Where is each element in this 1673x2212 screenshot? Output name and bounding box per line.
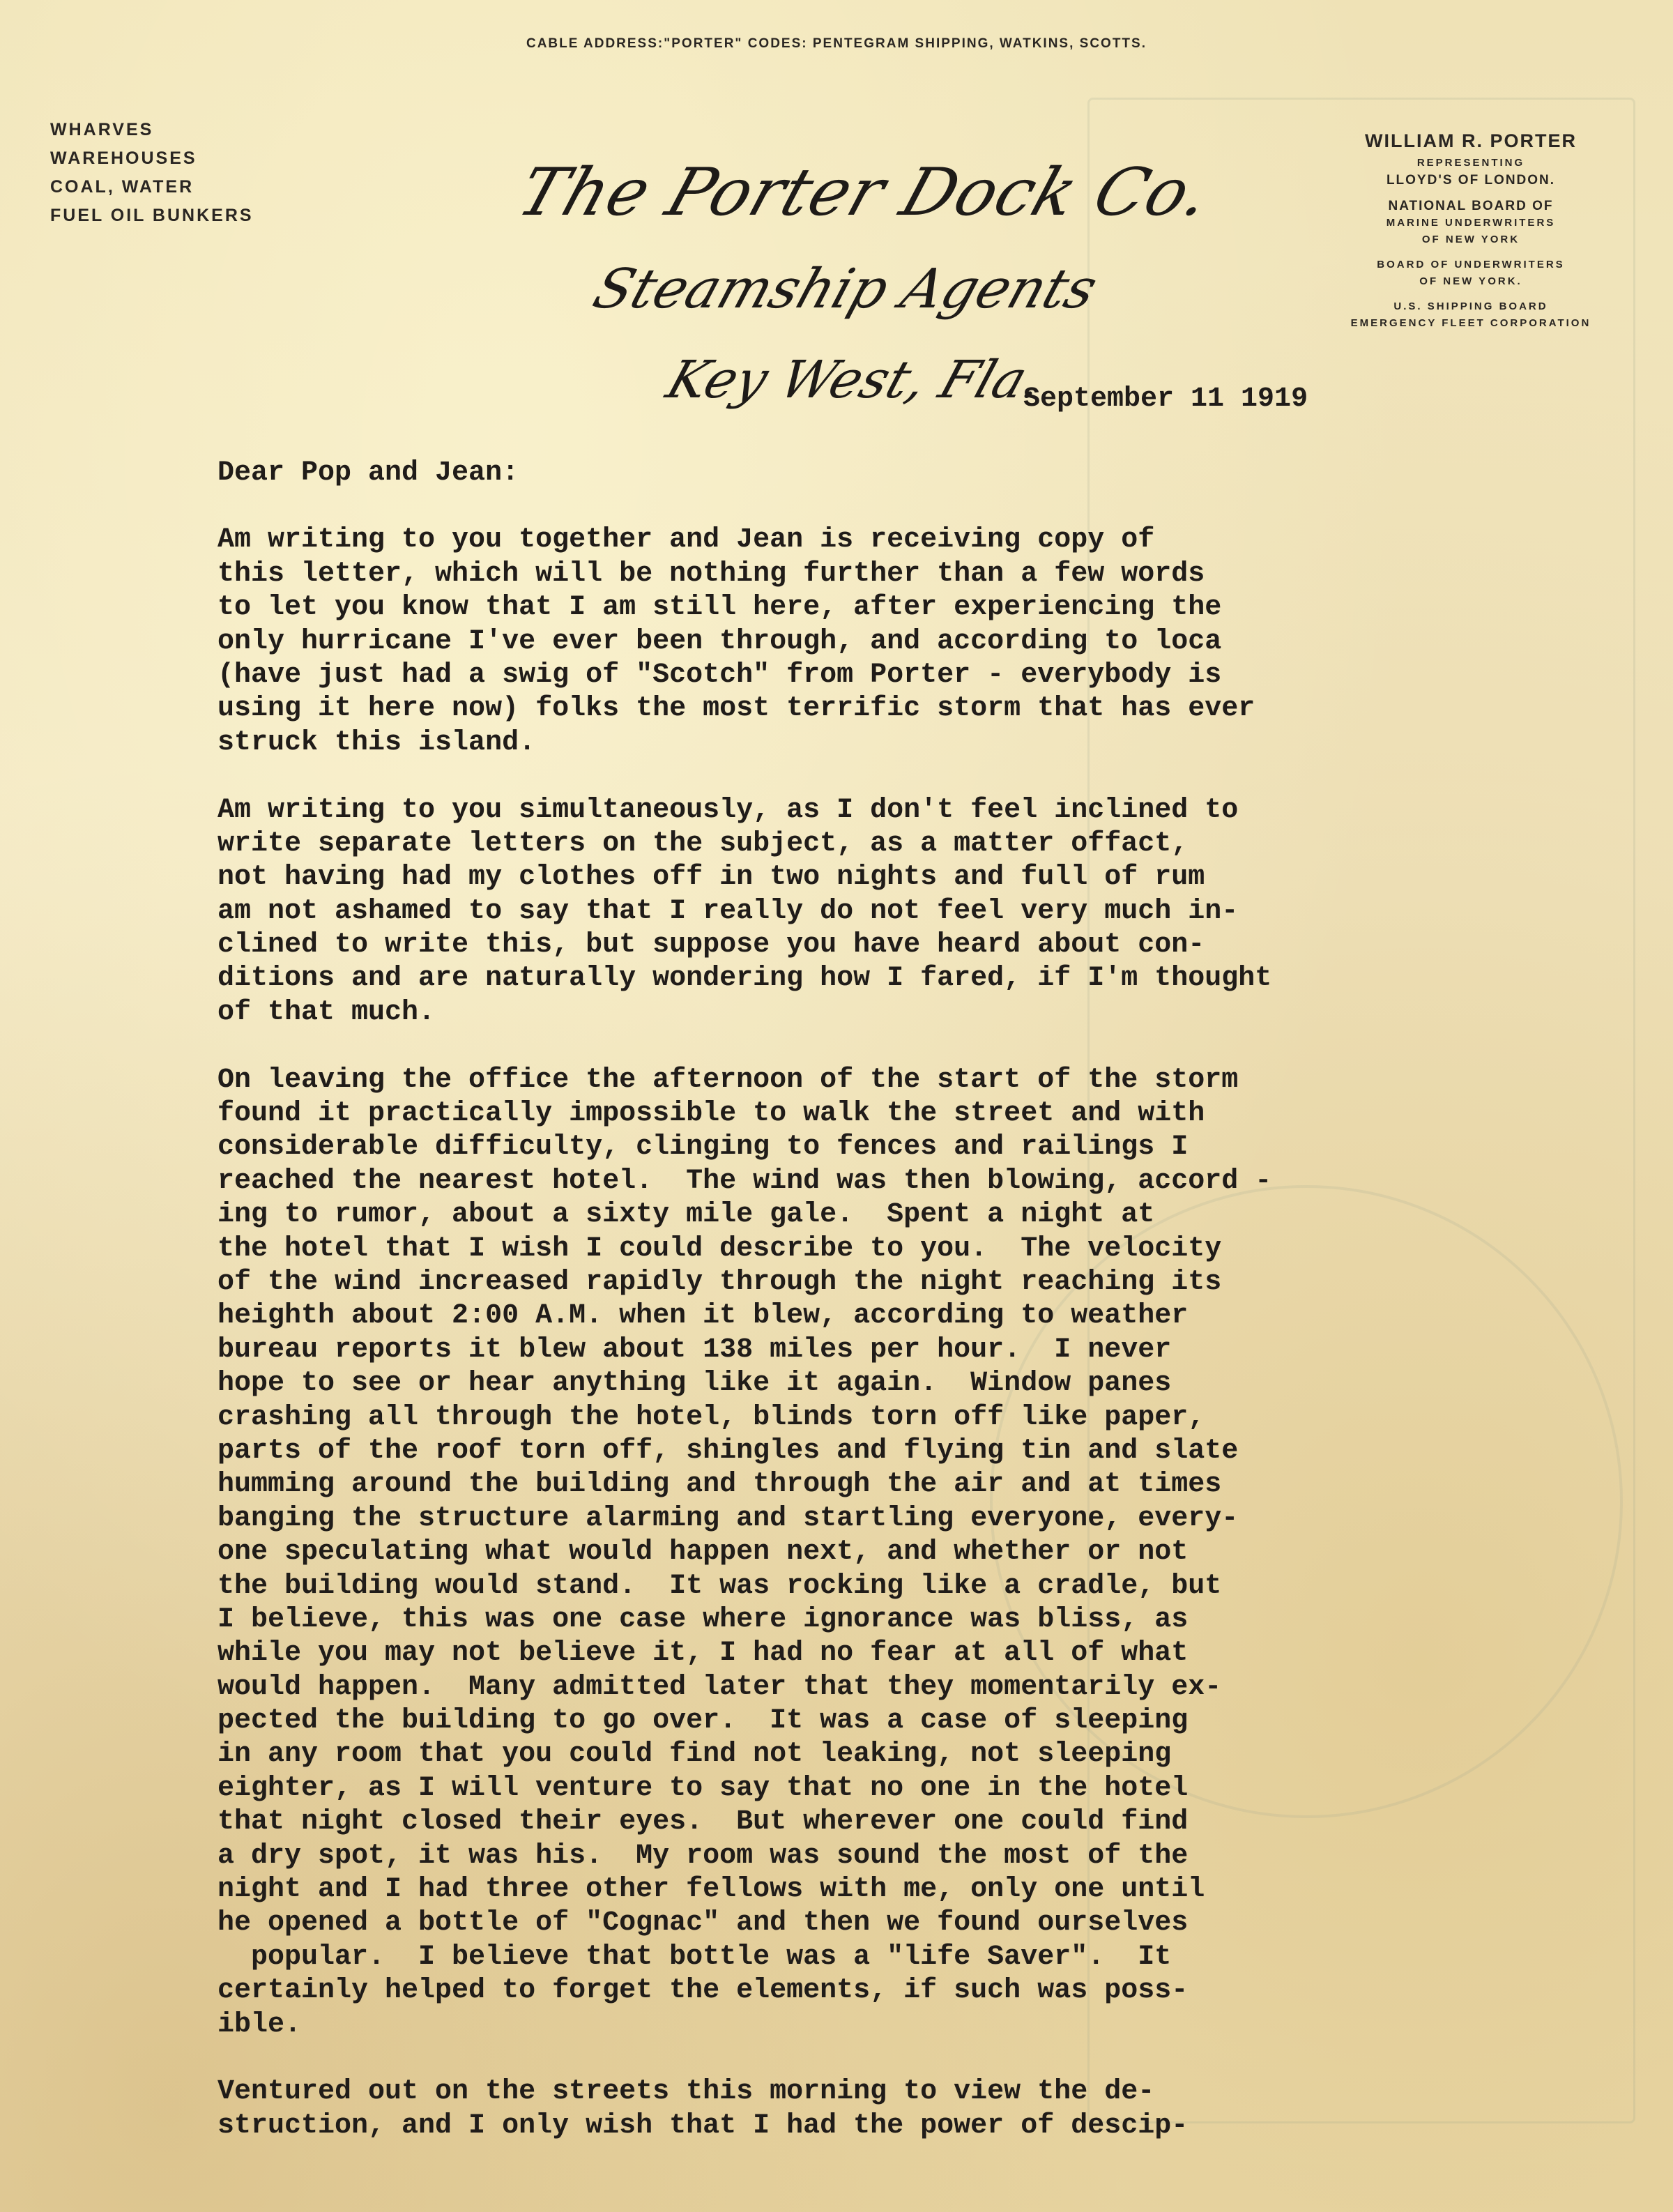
text-line: night and I had three other fellows with me, only one until	[217, 1874, 1205, 1906]
paragraph	[217, 794, 1500, 1030]
company-city: Key West, Fla.	[659, 350, 1051, 410]
text-line: write separate letters on the subject, as a matter offact,	[217, 827, 1189, 860]
text-line: of the wind increased rapidly through the night reaching its	[217, 1266, 1222, 1298]
paragraph-gap	[217, 760, 1500, 793]
representative-name: WILLIAM R. PORTER	[1365, 130, 1577, 151]
text-line: popular. I believe that bottle was a "life Saver". It	[217, 1941, 1172, 1973]
representing-label: REPRESENTING	[1416, 157, 1525, 169]
service-item: WHARVES	[50, 120, 154, 139]
lloyds-line: LLOYD'S OF LONDON.	[1386, 173, 1556, 188]
text-line: struction, and I only wish that I had the power of descip-	[217, 2110, 1189, 2142]
text-line: crashing all through the hotel, blinds torn off like paper,	[217, 1401, 1205, 1433]
text-line: ditions and are naturally wondering how I fared, if I'm thought	[217, 963, 1272, 995]
text-line: in any room that you could find not leaking, not sleeping	[217, 1739, 1172, 1771]
letter-body	[217, 457, 1500, 2143]
nbmu-line: NATIONAL BOARD OF	[1388, 199, 1554, 213]
usb-line: EMERGENCY FLEET CORPORATION	[1350, 317, 1591, 329]
text-line: he opened a bottle of "Cognac" and then we found ourselves	[217, 1907, 1189, 1939]
text-line: (have just had a swig of "Scotch" from Porter - everybody is	[217, 659, 1222, 691]
cable-address: CABLE ADDRESS:"PORTER" CODES: PENTEGRAM SHIPPING, WATKINS, SCOTTS.	[526, 36, 1147, 51]
text-line: I believe, this was one case where ignorance was bliss, as	[217, 1603, 1189, 1635]
usb-line: U.S. SHIPPING BOARD	[1393, 300, 1548, 312]
paragraph-gap	[217, 1030, 1500, 1063]
text-line: clined to write this, but suppose you have heard about con-	[217, 929, 1205, 961]
text-line: while you may not believe it, I had no fear at all of what	[217, 1638, 1189, 1670]
text-line: pected the building to go over. It was a case of sleeping	[217, 1705, 1189, 1737]
text-line: Ventured out on the streets this morning to view the de-	[217, 2076, 1155, 2108]
text-line: reached the nearest hotel. The wind was then blowing, accord -	[217, 1165, 1272, 1197]
paragraph	[217, 524, 1500, 760]
text-line: parts of the roof torn off, shingles and flying tin and slate	[217, 1435, 1239, 1467]
text-line: am not ashamed to say that I really do not feel very much in-	[217, 895, 1239, 927]
services-list	[50, 116, 254, 230]
company-subtitle: Steamship Agents	[586, 258, 1105, 321]
text-line: to let you know that I am still here, after experiencing the	[217, 592, 1222, 624]
service-item: WAREHOUSES	[50, 148, 197, 168]
text-line: of that much.	[217, 996, 436, 1028]
text-line: that night closed their eyes. But wherever one could find	[217, 1806, 1189, 1838]
text-line: using it here now) folks the most terrific storm that has ever	[217, 693, 1255, 725]
text-line: considerable difficulty, clinging to fences and railings I	[217, 1131, 1189, 1164]
text-line: the hotel that I wish I could describe to you. The velocity	[217, 1233, 1222, 1265]
text-line: On leaving the office the afternoon of the start of the storm	[217, 1064, 1239, 1096]
paragraphs	[217, 524, 1500, 2143]
text-line: only hurricane I've ever been through, and according to loca	[217, 625, 1222, 657]
text-line: Am writing to you simultaneously, as I don't feel inclined to	[217, 794, 1239, 826]
text-line: not having had my clothes off in two nights and full of rum	[217, 862, 1205, 894]
letter-date: September 11 1919	[1023, 383, 1308, 415]
text-line: struck this island.	[217, 726, 536, 758]
bu-line: BOARD OF UNDERWRITERS	[1377, 259, 1565, 270]
nbmu-line: OF NEW YORK	[1421, 234, 1520, 245]
text-line: banging the structure alarming and startling everyone, every-	[217, 1502, 1239, 1534]
text-line: ing to rumor, about a sixty mile gale. Spent a night at	[217, 1199, 1155, 1231]
text-line: ible.	[217, 2008, 302, 2041]
text-line: this letter, which will be nothing further than a few words	[217, 558, 1205, 590]
service-item: COAL, WATER	[50, 177, 194, 197]
text-line: the building would stand. It was rocking like a cradle, but	[217, 1570, 1222, 1602]
text-line: heighth about 2:00 A.M. when it blew, according to weather	[217, 1300, 1189, 1332]
text-line: humming around the building and through the air and at times	[217, 1469, 1222, 1501]
paragraph-gap	[217, 2042, 1500, 2075]
text-line: would happen. Many admitted later that they momentarily ex-	[217, 1671, 1222, 1703]
text-line: hope to see or hear anything like it again. Window panes	[217, 1368, 1172, 1400]
bu-line: OF NEW YORK.	[1419, 275, 1522, 287]
paragraph	[217, 1064, 1500, 2042]
text-line: eighter, as I will venture to say that no one in the hotel	[217, 1772, 1189, 1804]
text-line: found it practically impossible to walk the street and with	[217, 1098, 1205, 1130]
representative-block	[1297, 127, 1645, 332]
service-item: FUEL OIL BUNKERS	[50, 206, 254, 225]
text-line: one speculating what would happen next, and whether or not	[217, 1536, 1189, 1569]
company-name: The Porter Dock Co.	[509, 155, 1221, 231]
text-line: Am writing to you together and Jean is receiving copy of	[217, 524, 1155, 556]
paragraph	[217, 2075, 1500, 2143]
text-line: a dry spot, it was his. My room was sound the most of the	[217, 1840, 1189, 1872]
salutation: Dear Pop and Jean:	[217, 457, 519, 489]
nbmu-line: MARINE UNDERWRITERS	[1386, 217, 1556, 229]
text-line: certainly helped to forget the elements, if such was poss-	[217, 1975, 1189, 2007]
text-line: bureau reports it blew about 138 miles per hour. I never	[217, 1334, 1172, 1366]
